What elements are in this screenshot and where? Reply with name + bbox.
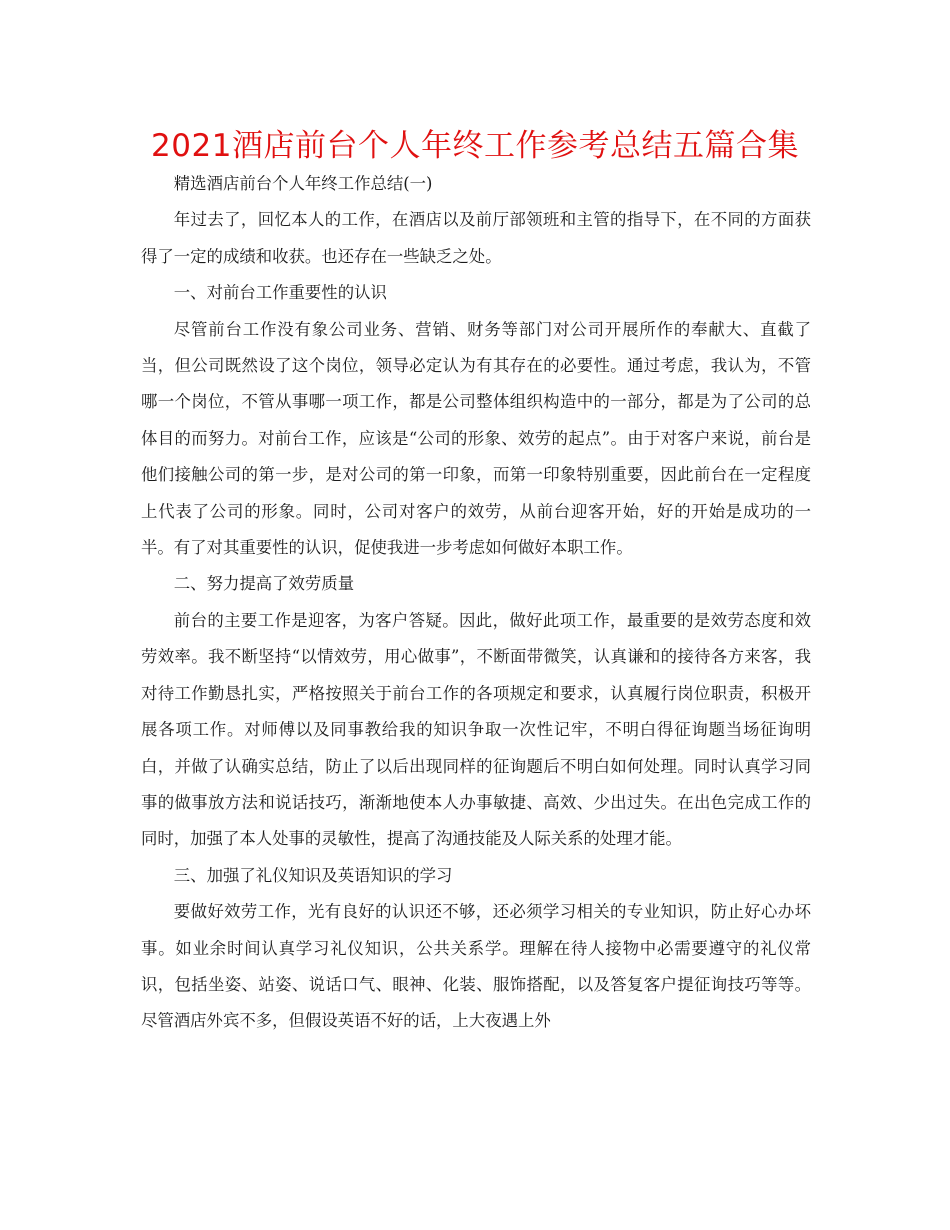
document-title: 2021酒店前台个人年终工作参考总结五篇合集 <box>151 128 799 164</box>
section-heading-3: 三、加强了礼仪知识及英语知识的学习 <box>173 865 453 885</box>
paragraph-intro: 年过去了，回忆本人的工作，在酒店以及前厅部领班和主管的指导下，在不同的方面获得了一定的成绩和收获。也还存在一些缺乏之处。 <box>141 210 811 266</box>
paragraph-section-3: 要做好效劳工作，光有良好的认识还不够，还必须学习相关的专业知识，防止好心办坏事。如业余时间认真学习礼仪知识，公共关系学。理解在待人接物中必需要遵守的礼仪常识，包括坐姿、站姿、说话口气、眼神、化装、服饰搭配，以及答复客户提征询技巧等等。尽管酒店外宾不多，但假设英语不好的话，上大夜遇上外 <box>141 902 811 1031</box>
section-heading-1: 一、对前台工作重要性的认识 <box>173 283 387 303</box>
paragraph-section-1: 尽管前台工作没有象公司业务、营销、财务等部门对公司开展所作的奉献大、直截了当，但公司既然设了这个岗位，领导必定认为有其存在的必要性。通过考虑，我认为，不管哪一个岗位，不管从事哪一项工作，都是公司整体组织构造中的一部分，都是为了公司的总体目的而努力。对前台工作，应该是“公司的形象、效劳的起点”。由于对客户来说，前台是他们接触公司的第一步，是对公司的第一印象，而第一印象特别重要，因此前台在一定程度上代表了公司的形象。同时，公司对客户的效劳，从前台迎客开始，好的开始是成功的一半。有了对其重要性的认识，促使我进一步考虑如何做好本职工作。 <box>141 319 811 558</box>
document-body <box>141 166 811 1040</box>
document-subtitle: 精选酒店前台个人年终工作总结(一) <box>173 174 433 193</box>
paragraph-section-2: 前台的主要工作是迎客，为客户答疑。因此，做好此项工作，最重要的是效劳态度和效劳效率。我不断坚持“以情效劳，用心做事”，不断面带微笑，认真谦和的接待各方来客，我对待工作勤恳扎实，严格按照关于前台工作的各项规定和要求，认真履行岗位职责，积极开展各项工作。对师傅以及同事教给我的知识争取一次性记牢，不明白得征询题当场征询明白，并做了认确实总结，防止了以后出现同样的征询题后不明白如何处理。同时认真学习同事的做事放方法和说话技巧，渐渐地使本人办事敏捷、高效、少出过失。在出色完成工作的同时，加强了本人处事的灵敏性，提高了沟通技能及人际关系的处理才能。 <box>141 610 811 849</box>
section-heading-2: 二、努力提高了效劳质量 <box>173 574 355 594</box>
